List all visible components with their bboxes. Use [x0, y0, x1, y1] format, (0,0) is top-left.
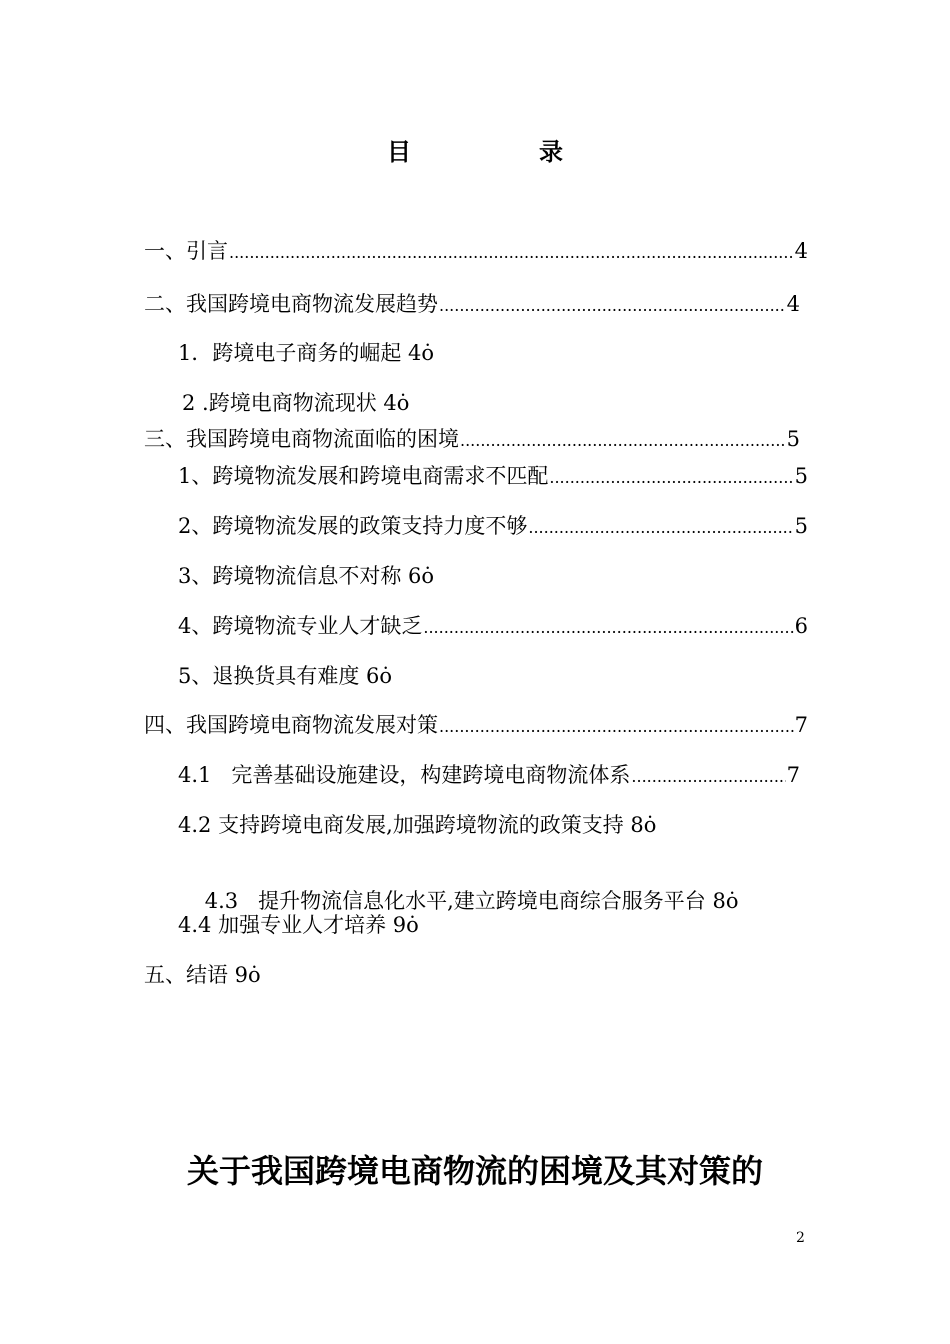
toc-entry-page: 5	[794, 464, 808, 488]
toc-entry-page: 5	[786, 427, 800, 451]
toc-entry-text: 五、结语 9ȯ	[144, 963, 261, 987]
toc-entry[interactable]	[178, 812, 656, 838]
toc-entry-text: 4.2 支持跨境电商发展,加强跨境物流的政策支持 8ȯ	[178, 813, 657, 837]
toc-entry-text: 4.1 完善基础设施建设，构建跨境电商物流体系	[178, 763, 631, 787]
toc-entry-text: 1．跨境电子商务的崛起 4ȯ	[178, 341, 435, 365]
toc-entry[interactable]	[144, 291, 800, 319]
dot-leader	[439, 291, 786, 319]
toc-entry[interactable]	[178, 563, 434, 589]
dot-leader	[439, 712, 794, 740]
dot-leader	[423, 613, 793, 641]
dot-leader	[460, 426, 786, 454]
toc-entry-text: 一、引言	[144, 239, 228, 263]
toc-entry-text: 5、退换货具有难度 6ȯ	[178, 664, 393, 688]
toc-entry-text: 三、我国跨境电商物流面临的困境	[144, 427, 459, 451]
toc-entry-text: 四、我国跨境电商物流发展对策	[144, 713, 438, 737]
toc-entry[interactable]	[178, 912, 419, 938]
toc-entry-page: 7	[794, 713, 808, 737]
toc-entry-page: 7	[786, 763, 800, 787]
dot-leader	[631, 762, 785, 790]
toc-entry-page: 5	[794, 514, 808, 538]
toc-entry[interactable]	[182, 390, 409, 416]
toc-entry-page: 6	[794, 614, 808, 638]
toc-title-char-2: 录	[539, 137, 563, 166]
toc-entry[interactable]	[144, 426, 800, 454]
toc-title-char-1: 目	[387, 137, 411, 166]
toc-entry-page: 4	[794, 239, 808, 263]
dot-leader	[549, 463, 793, 491]
toc-entry[interactable]	[178, 663, 392, 689]
toc-entry[interactable]	[178, 340, 434, 366]
toc-entry[interactable]	[144, 962, 261, 988]
toc-entry-text: 4.4 加强专业人才培养 9ȯ	[178, 913, 419, 937]
document-heading: 关于我国跨境电商物流的困境及其对策的	[186, 1152, 763, 1190]
toc-entry[interactable]	[144, 712, 808, 740]
dot-leader	[528, 513, 793, 541]
toc-entry-text: 2 .跨境电商物流现状 4ȯ	[182, 391, 410, 415]
dot-leader	[229, 238, 794, 266]
toc-entry-text: 二、我国跨境电商物流发展趋势	[144, 292, 438, 316]
toc-entry[interactable]	[144, 238, 808, 266]
toc-entry-page: 4	[786, 292, 800, 316]
toc-entry[interactable]	[178, 613, 808, 641]
toc-entry-text: 4、跨境物流专业人才缺乏	[178, 614, 423, 638]
page-number: 2	[796, 1230, 805, 1246]
toc-entry-text: 4.3 提升物流信息化水平,建立跨境电商综合服务平台 8ȯ	[204, 889, 739, 913]
toc-entry-text: 1、跨境物流发展和跨境电商需求不匹配	[178, 464, 549, 488]
toc-entry[interactable]	[178, 513, 808, 541]
toc-entry-text: 3、跨境物流信息不对称 6ȯ	[178, 564, 435, 588]
toc-entry[interactable]	[178, 463, 808, 491]
toc-title	[0, 132, 950, 167]
toc-entry-text: 2、跨境物流发展的政策支持力度不够	[178, 514, 528, 538]
toc-entry[interactable]	[178, 762, 800, 790]
